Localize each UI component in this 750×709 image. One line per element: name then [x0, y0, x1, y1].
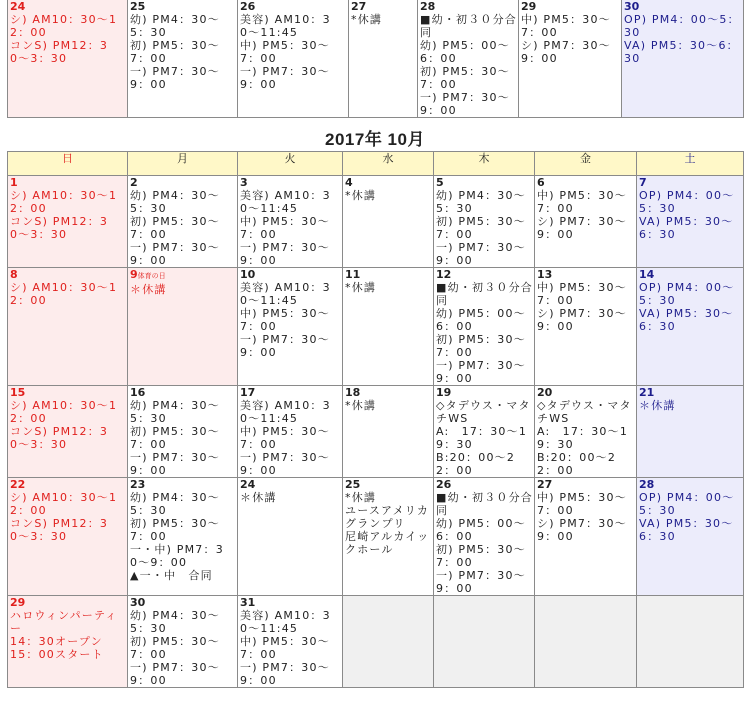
day-cell: [535, 268, 637, 386]
day-cell: [128, 268, 238, 386]
day-cell: [343, 176, 434, 268]
schedule-entry: 一) PM7：30〜9：00: [240, 65, 330, 91]
weekday-header-row: [8, 152, 744, 176]
day-number: 25: [345, 478, 361, 491]
schedule-entry: 一) PM7：30〜9：00: [240, 661, 330, 687]
schedule-entry: 幼) PM4：30〜5：30: [130, 399, 220, 425]
schedule-entry: 中) PM5：30〜7：00: [537, 189, 627, 215]
day-number: 28: [639, 478, 655, 491]
day-number: 14: [639, 268, 655, 281]
schedule-entry: 美容) AM10：30〜11:45: [240, 609, 331, 635]
day-cell: [637, 478, 744, 596]
day-cell: [434, 176, 535, 268]
schedule-entry: 中) PM5：30〜7：00: [240, 215, 330, 241]
schedule-entry: OP) PM4：00〜5：30: [639, 189, 735, 215]
schedule-entry: 初) PM5：30〜7：00: [130, 215, 220, 241]
schedule-entry: 一) PM7：30〜9：00: [436, 569, 526, 595]
calendar-grid: [7, 151, 744, 688]
schedule-entry: 中) PM5：30〜7：00: [537, 281, 627, 307]
schedule-entry: コンS) PM12：30〜3：30: [10, 39, 109, 65]
week-row: [8, 176, 744, 268]
week-row: [8, 0, 744, 118]
holiday-label: 体育の日: [137, 272, 166, 280]
schedule-entry: シ) AM10：30〜12：00: [10, 399, 118, 425]
schedule-entry: 幼) PM4：30〜5：30: [436, 189, 526, 215]
schedule-entry: 一) PM7：30〜9：00: [240, 333, 330, 359]
schedule-entry: 美容) AM10：30〜11:45: [240, 13, 331, 39]
schedule-entry: 一) PM7：30〜9：00: [240, 241, 330, 267]
day-cell: [434, 478, 535, 596]
day-cell: [128, 0, 238, 118]
day-cell: [8, 478, 128, 596]
day-cell: [349, 0, 418, 118]
schedule-entry: 美容) AM10：30〜11:45: [240, 281, 331, 307]
day-cell: [519, 0, 622, 118]
day-cell: [622, 0, 744, 118]
schedule-entry: ＊休講: [130, 283, 167, 296]
weekday-header-wed: 水: [343, 152, 434, 176]
day-cell: [637, 268, 744, 386]
schedule-entry: シ) PM7：30〜9：00: [537, 517, 627, 543]
week-row: [8, 478, 744, 596]
schedule-entry: 一・中) PM7：30〜9：00: [130, 543, 224, 569]
empty-day-cell: [343, 596, 434, 688]
day-number: 31: [240, 596, 256, 609]
schedule-entry: 幼) PM4：30〜5：30: [130, 13, 220, 39]
day-number: 16: [130, 386, 146, 399]
day-cell: [128, 386, 238, 478]
day-cell: [637, 176, 744, 268]
day-number: 15: [10, 386, 26, 399]
schedule-entry: A: 17：30〜19：30: [537, 425, 629, 451]
schedule-entry: 幼) PM5：00〜6：00: [436, 517, 526, 543]
weekday-header-sun: 日: [8, 152, 128, 176]
schedule-entry: シ) AM10：30〜12：00: [10, 281, 118, 307]
day-cell: [535, 386, 637, 478]
schedule-entry: ＊休講: [639, 399, 676, 412]
day-number: 30: [130, 596, 146, 609]
day-number: 7: [639, 176, 647, 189]
schedule-entry: 幼) PM4：30〜5：30: [130, 609, 220, 635]
week-row: [8, 268, 744, 386]
day-cell: [8, 386, 128, 478]
schedule-entry: OP) PM4：00〜5：30: [624, 13, 740, 39]
day-number: 19: [436, 386, 452, 399]
weekday-header-thu: 木: [434, 152, 535, 176]
schedule-entry: 美容) AM10：30〜11:45: [240, 189, 331, 215]
schedule-entry: *休講: [351, 13, 383, 26]
schedule-entry: 一) PM7：30〜9：00: [130, 661, 220, 687]
schedule-entry: 一) PM7：30〜9：00: [436, 359, 526, 385]
day-cell: [238, 478, 343, 596]
day-number: 29: [521, 0, 537, 13]
day-number: 28: [420, 0, 436, 13]
schedule-entry: 幼) PM5：00〜6：00: [420, 39, 510, 65]
day-number: 1: [10, 176, 18, 189]
schedule-entry: ◇タデウス・マタチWS: [436, 399, 531, 425]
day-number: 24: [240, 478, 256, 491]
weekday-header-sat: 土: [637, 152, 744, 176]
schedule-entry: ■幼・初３０分合同: [436, 281, 533, 307]
schedule-entry: 一) PM7：30〜9：00: [240, 451, 330, 477]
schedule-entry: 14：30オープン: [10, 635, 103, 648]
day-cell: [128, 176, 238, 268]
schedule-entry: 初) PM5：30〜7：00: [130, 635, 220, 661]
schedule-entry: シ) AM10：30〜12：00: [10, 13, 118, 39]
day-cell: [418, 0, 519, 118]
day-number: 30: [624, 0, 640, 13]
day-cell: [637, 386, 744, 478]
schedule-entry: OP) PM4：00〜5：30: [639, 491, 735, 517]
day-number: 17: [240, 386, 256, 399]
day-number: 11: [345, 268, 361, 281]
schedule-entry: VA) PM5：30〜6：30: [624, 39, 739, 65]
day-cell: [238, 268, 343, 386]
day-cell: [128, 478, 238, 596]
day-cell: [343, 386, 434, 478]
schedule-entry: ＊休講: [240, 491, 277, 504]
schedule-entry: 中) PM5：30〜7：00: [240, 635, 330, 661]
schedule-entry: 一) PM7：30〜9：00: [436, 241, 526, 267]
day-cell: [238, 386, 343, 478]
weekday-header-mon: 月: [128, 152, 238, 176]
schedule-entry: シ) AM10：30〜12：00: [10, 189, 118, 215]
week-row: [8, 596, 744, 688]
day-number: 5: [436, 176, 444, 189]
day-number: 27: [537, 478, 553, 491]
schedule-entry: シ) PM7：30〜9：00: [521, 39, 611, 65]
day-number: 20: [537, 386, 553, 399]
schedule-entry: 初) PM5：30〜7：00: [420, 65, 510, 91]
day-number: 13: [537, 268, 553, 281]
schedule-entry: 初) PM5：30〜7：00: [436, 333, 526, 359]
day-cell: [8, 176, 128, 268]
empty-day-cell: [535, 596, 637, 688]
day-number: 12: [436, 268, 452, 281]
previous-month-last-week: [7, 0, 744, 118]
schedule-entry: 15：00スタート: [10, 648, 104, 661]
day-number: 6: [537, 176, 545, 189]
schedule-entry: VA) PM5：30〜6：30: [639, 215, 734, 241]
schedule-entry: 一) PM7：30〜9：00: [130, 241, 220, 267]
schedule-entry: 美容) AM10：30〜11:45: [240, 399, 331, 425]
schedule-entry: 一) PM7：30〜9：00: [420, 91, 510, 117]
day-cell: [238, 176, 343, 268]
schedule-entry: 尼崎アルカイックホール: [345, 530, 430, 556]
week-row: [8, 386, 744, 478]
schedule-entry: ◇タデウス・マタチWS: [537, 399, 632, 425]
schedule-entry: B:20：00〜22：00: [537, 451, 617, 477]
day-number: 22: [10, 478, 26, 491]
schedule-entry: B:20：00〜22：00: [436, 451, 516, 477]
schedule-entry: 一) PM7：30〜9：00: [130, 451, 220, 477]
schedule-entry: シ) PM7：30〜9：00: [537, 215, 627, 241]
schedule-entry: *休講: [345, 491, 377, 504]
day-number: 27: [351, 0, 367, 13]
schedule-entry: *休講: [345, 281, 377, 294]
day-cell: [238, 596, 343, 688]
holiday-day-number: 9: [130, 268, 138, 281]
schedule-entry: コンS) PM12：30〜3：30: [10, 517, 109, 543]
empty-day-cell: [434, 596, 535, 688]
schedule-entry: 幼) PM5：00〜6：00: [436, 307, 526, 333]
schedule-entry: ▲一・中 合同: [130, 569, 213, 582]
day-cell: [343, 268, 434, 386]
weekday-header-fri: 金: [535, 152, 637, 176]
day-cell: [535, 176, 637, 268]
schedule-entry: ハロウィンパーティー: [10, 609, 118, 635]
schedule-entry: シ) PM7：30〜9：00: [537, 307, 627, 333]
schedule-entry: 初) PM5：30〜7：00: [436, 215, 526, 241]
schedule-entry: VA) PM5：30〜6：30: [639, 517, 734, 543]
day-number: 10: [240, 268, 256, 281]
schedule-entry: 初) PM5：30〜7：00: [130, 39, 220, 65]
day-number: 4: [345, 176, 353, 189]
schedule-entry: 中) PM5：30〜7：00: [537, 491, 627, 517]
schedule-entry: 一) PM7：30〜9：00: [130, 65, 220, 91]
day-number: 18: [345, 386, 361, 399]
day-number: 26: [240, 0, 256, 13]
schedule-entry: 幼) PM4：30〜5：30: [130, 189, 220, 215]
schedule-entry: ■幼・初３０分合同: [436, 491, 533, 517]
day-number: 8: [10, 268, 18, 281]
day-number: 3: [240, 176, 248, 189]
schedule-entry: シ) AM10：30〜12：00: [10, 491, 118, 517]
day-cell: [238, 0, 349, 118]
schedule-entry: *休講: [345, 399, 377, 412]
schedule-entry: 中) PM5：30〜7：00: [240, 425, 330, 451]
empty-day-cell: [637, 596, 744, 688]
schedule-entry: ■幼・初３０分合同: [420, 13, 517, 39]
day-number: 2: [130, 176, 138, 189]
day-number: 21: [639, 386, 655, 399]
schedule-entry: *休講: [345, 189, 377, 202]
schedule-entry: 初) PM5：30〜7：00: [130, 425, 220, 451]
schedule-entry: コンS) PM12：30〜3：30: [10, 425, 109, 451]
day-number: 23: [130, 478, 146, 491]
schedule-entry: ユースアメリカグランプリ: [345, 504, 430, 530]
schedule-entry: 中) PM5：30〜7：00: [521, 13, 611, 39]
day-cell: [8, 596, 128, 688]
day-cell: [434, 268, 535, 386]
schedule-entry: VA) PM5：30〜6：30: [639, 307, 734, 333]
schedule-entry: OP) PM4：00〜5：30: [639, 281, 735, 307]
schedule-entry: 中) PM5：30〜7：00: [240, 307, 330, 333]
day-number: 25: [130, 0, 146, 13]
month-title: 2017年 10月: [325, 130, 425, 149]
schedule-entry: 中) PM5：30〜7：00: [240, 39, 330, 65]
schedule-entry: 初) PM5：30〜7：00: [436, 543, 526, 569]
day-cell: [434, 386, 535, 478]
schedule-entry: 初) PM5：30〜7：00: [130, 517, 220, 543]
day-cell: [8, 268, 128, 386]
day-number: 29: [10, 596, 26, 609]
day-cell: [128, 596, 238, 688]
day-number: 26: [436, 478, 452, 491]
day-number: [130, 268, 237, 283]
day-cell: [8, 0, 128, 118]
day-number: 24: [10, 0, 26, 13]
day-cell: [535, 478, 637, 596]
schedule-entry: コンS) PM12：30〜3：30: [10, 215, 109, 241]
weekday-header-tue: 火: [238, 152, 343, 176]
schedule-entry: 幼) PM4：30〜5：30: [130, 491, 220, 517]
day-cell: [343, 478, 434, 596]
schedule-entry: A: 17：30〜19：30: [436, 425, 528, 451]
